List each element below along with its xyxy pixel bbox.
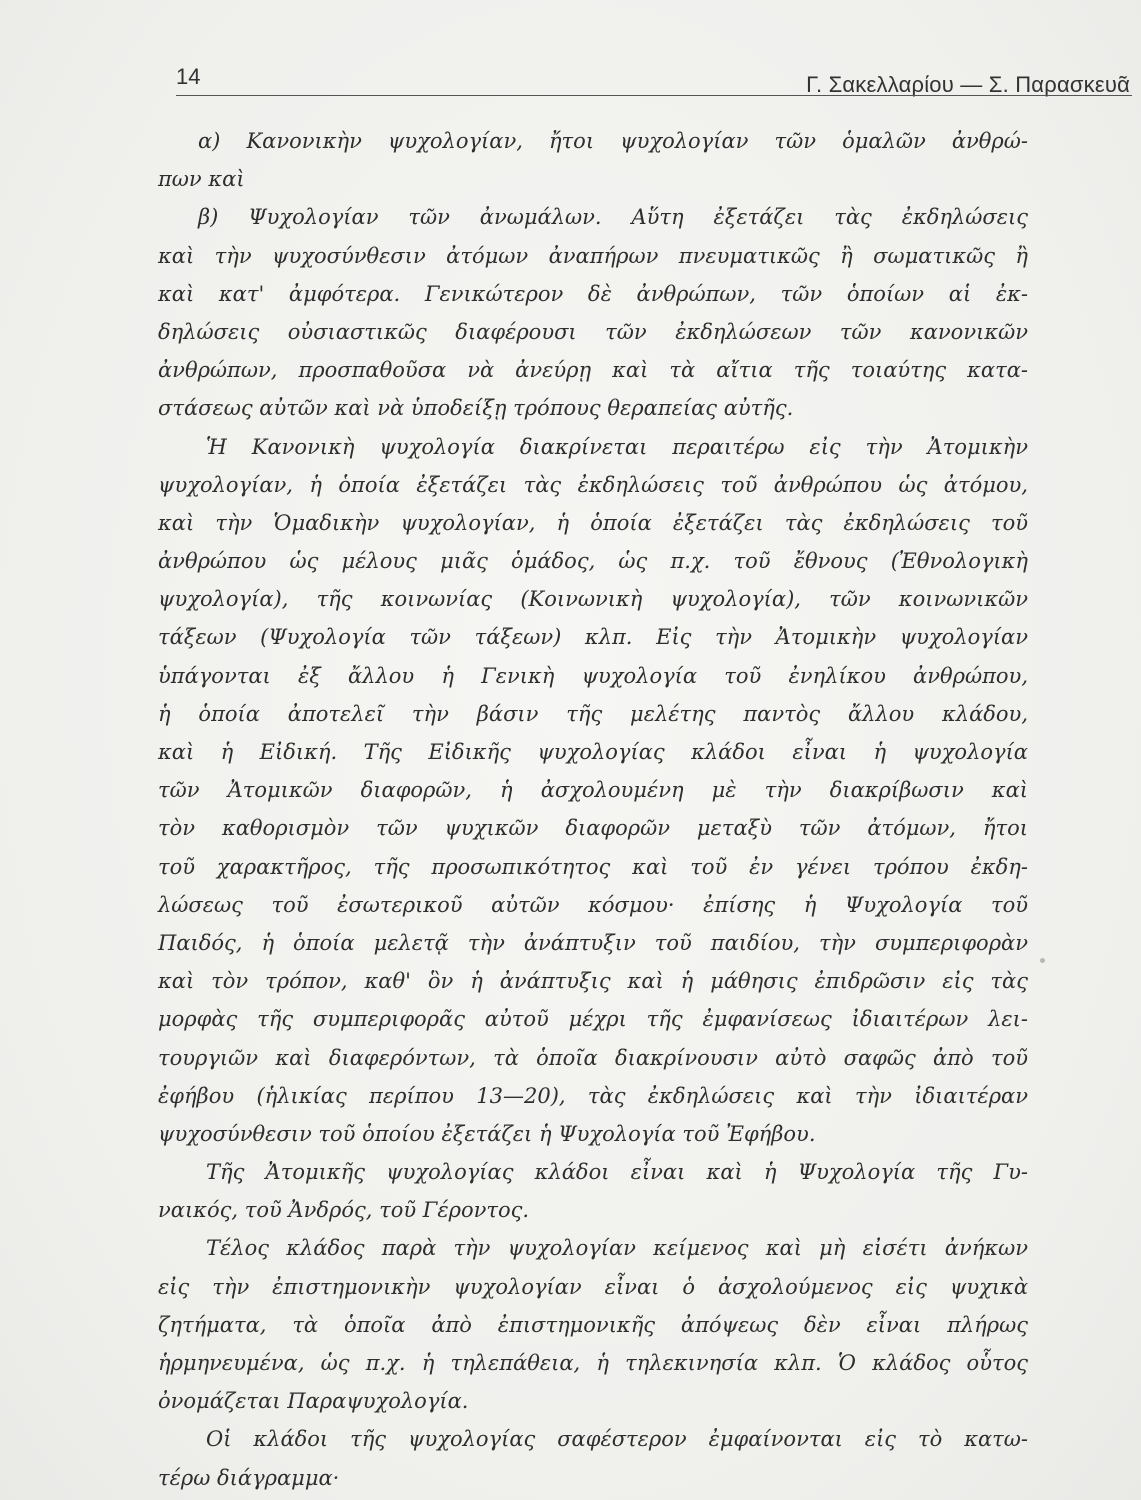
text-line: τὸν καθορισμὸν τῶν ψυχικῶν διαφορῶν μεταξὺ τῶν ἀτόμων, ἤτοι bbox=[158, 816, 1028, 841]
body-text bbox=[158, 122, 1028, 1497]
text-line: ψυχοσύνθεσιν τοῦ ὁποίου ἐξετάζει ἡ Ψυχολογία τοῦ Ἐφήβου. bbox=[158, 1121, 816, 1146]
text-line: καὶ τὴν ψυχοσύνθεσιν ἀτόμων ἀναπήρων πνευματικῶς ἢ σωματικῶς ἢ bbox=[158, 243, 1028, 268]
text-line: ψυχολογίαν, ἡ ὁποία ἐξετάζει τὰς ἐκδηλώσεις τοῦ ἀνθρώπου ὡς ἀτόμου, bbox=[158, 472, 1028, 497]
text-line: ὀνομάζεται Παραψυχολογία. bbox=[158, 1389, 469, 1414]
text-line: ναικός, τοῦ Ἀνδρός, τοῦ Γέροντος. bbox=[158, 1198, 530, 1223]
page-number: 14 bbox=[176, 64, 201, 89]
text-line: τουργιῶν καὶ διαφερόντων, τὰ ὁποῖα διακρίνουσιν αὐτὸ σαφῶς ἀπὸ τοῦ bbox=[158, 1045, 1028, 1070]
text-line: καὶ τὴν Ὁμαδικὴν ψυχολογίαν, ἡ ὁποία ἐξετάζει τὰς ἐκδηλώσεις τοῦ bbox=[158, 510, 1028, 535]
text-line: ὑπάγονται ἐξ ἄλλου ἡ Γενικὴ ψυχολογία τοῦ ἐνηλίκου ἀνθρώπου, bbox=[158, 663, 1028, 688]
text-line: τάξεων (Ψυχολογία τῶν τάξεων) κλπ. Εἰς τὴν Ἀτομικὴν ψυχολογίαν bbox=[158, 625, 1028, 650]
text-line: πων καὶ bbox=[158, 167, 245, 192]
text-line: δηλώσεις οὐσιαστικῶς διαφέρουσι τῶν ἐκδηλώσεων τῶν κανονικῶν bbox=[158, 319, 1028, 344]
text-line: τῶν Ἀτομικῶν διαφορῶν, ἡ ἀσχολουμένη μὲ τὴν διακρίβωσιν καὶ bbox=[158, 778, 1028, 803]
text-line: Οἱ κλάδοι τῆς ψυχολογίας σαφέστερον ἐμφαίνονται εἰς τὸ κατω- bbox=[206, 1427, 1028, 1452]
text-line: ἀνθρώπων, προσπαθοῦσα νὰ ἀνεύρῃ καὶ τὰ αἴτια τῆς τοιαύτης κατα- bbox=[158, 358, 1028, 383]
text-line: ζητήματα, τὰ ὁποῖα ἀπὸ ἐπιστημονικῆς ἀπόψεως δὲν εἶναι πλήρως bbox=[158, 1312, 1028, 1337]
text-line: ἡ ὁποία ἀποτελεῖ τὴν βάσιν τῆς μελέτης παντὸς ἄλλου κλάδου, bbox=[158, 701, 1028, 726]
text-line: Ἡ Κανονικὴ ψυχολογία διακρίνεται περαιτέρω εἰς τὴν Ἀτομικὴν bbox=[206, 434, 1028, 459]
text-line: καὶ τὸν τρόπον, καθ' ὃν ἡ ἀνάπτυξις καὶ ἡ μάθησις ἐπιδρῶσιν εἰς τὰς bbox=[158, 969, 1028, 994]
page-header bbox=[176, 60, 1132, 100]
text-line: β) Ψυχολογίαν τῶν ἀνωμάλων. Αὕτη ἐξετάζει τὰς ἐκδηλώσεις bbox=[198, 205, 1028, 230]
text-line: Τέλος κλάδος παρὰ τὴν ψυχολογίαν κείμενος καὶ μὴ εἰσέτι ἀνήκων bbox=[206, 1236, 1028, 1261]
running-head: Γ. Σακελλαρίου — Σ. Παρασκευᾶ bbox=[806, 72, 1130, 97]
text-line: Τῆς Ἀτομικῆς ψυχολογίας κλάδοι εἶναι καὶ ἡ Ψυχολογία τῆς Γυ- bbox=[206, 1160, 1028, 1185]
text-line: εἰς τὴν ἐπιστημονικὴν ψυχολογίαν εἶναι ὁ ἀσχολούμενος εἰς ψυχικὰ bbox=[158, 1274, 1028, 1299]
text-line: καὶ κατ' ἀμφότερα. Γενικώτερον δὲ ἀνθρώπων, τῶν ὁποίων αἱ ἐκ- bbox=[158, 281, 1028, 306]
text-line: καὶ ἡ Εἰδική. Τῆς Εἰδικῆς ψυχολογίας κλάδοι εἶναι ἡ ψυχολογία bbox=[158, 740, 1028, 764]
text-line: ἐφήβου (ἡλικίας περίπου 13—20), τὰς ἐκδηλώσεις καὶ τὴν ἰδιαιτέραν bbox=[158, 1083, 1028, 1108]
text-line: ψυχολογία), τῆς κοινωνίας (Κοινωνικὴ ψυχολογία), τῶν κοινωνικῶν bbox=[158, 587, 1028, 612]
text-line: λώσεως τοῦ ἐσωτερικοῦ αὐτῶν κόσμου· ἐπίσης ἡ Ψυχολογία τοῦ bbox=[158, 892, 1028, 917]
text-line: στάσεως αὐτῶν καὶ νὰ ὑποδείξῃ τρόπους θεραπείας αὐτῆς. bbox=[158, 396, 794, 421]
text-line: μορφὰς τῆς συμπεριφορᾶς αὐτοῦ μέχρι τῆς ἐμφανίσεως ἰδιαιτέρων λει- bbox=[158, 1007, 1028, 1032]
text-line: τέρω διάγραμμα· bbox=[158, 1465, 340, 1490]
header-rule bbox=[176, 95, 1132, 96]
text-line: α) Κανονικὴν ψυχολογίαν, ἤτοι ψυχολογίαν τῶν ὁμαλῶν ἀνθρώ- bbox=[198, 129, 1028, 153]
text-line: Παιδός, ἡ ὁποία μελετᾷ τὴν ἀνάπτυξιν τοῦ παιδίου, τὴν συμπεριφορὰν bbox=[158, 930, 1028, 955]
text-line: ἀνθρώπου ὡς μέλους μιᾶς ὁμάδος, ὡς π.χ. τοῦ ἔθνους (Ἐθνολογικὴ bbox=[158, 549, 1028, 574]
paper-speck bbox=[1040, 958, 1045, 963]
text-line: ἡρμηνευμένα, ὡς π.χ. ἡ τηλεπάθεια, ἡ τηλεκινησία κλπ. Ὁ κλάδος οὗτος bbox=[158, 1351, 1028, 1375]
text-line: τοῦ χαρακτῆρος, τῆς προσωπικότητος καὶ τοῦ ἐν γένει τρόπου ἐκδη- bbox=[158, 854, 1028, 879]
